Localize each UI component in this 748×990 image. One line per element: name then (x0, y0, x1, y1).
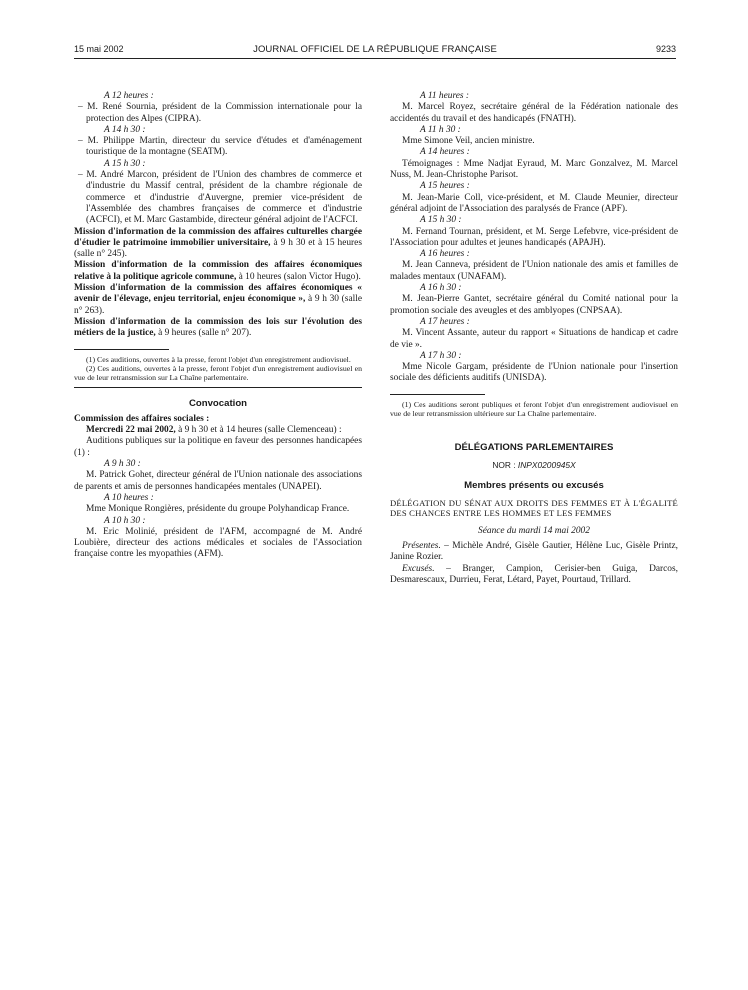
excused-members (390, 564, 678, 587)
time-label: A 15 heures : (420, 181, 470, 192)
hearing-entry: M. Jean-Pierre Gantet, secrétaire général du Comité national pour la promotion sociale des aveugles et des amblyopes (CNPSAA). (390, 294, 678, 316)
footnote-rule (390, 394, 485, 395)
session-date: Séance du mardi 14 mai 2002 (478, 525, 590, 536)
mission-entry (74, 227, 362, 261)
mission-entry (74, 283, 362, 317)
footnote: (2) Ces auditions, ouvertes à la presse, feront l'objet d'un enregistrement audiovisuel en vue de leur retransmission sur La Chaîne parlementaire. (74, 363, 362, 382)
page-number: 9233 (655, 44, 676, 54)
mission-schedule: à 10 heures (salon Victor Hugo). (236, 271, 361, 282)
commission-title: Commission des affaires sociales : (74, 413, 210, 424)
hearing-entry: – M. André Marcon, président de l'Union des chambres de commerce et d'industrie du Massif central, président de la chambre régionale de commerce et d'industrie d'Auvergne, premier vice-président de l'Assemblée des chambres françaises de commerce et d'industrie (ACFCI), et M. Marc Gastambide, directeur général adjoint de l'ACFCI. (78, 170, 362, 226)
hearing-entry: Mme Monique Rongières, présidente du groupe Polyhandicap France. (86, 504, 350, 515)
auditions-intro: Auditions publiques sur la politique en faveur des personnes handicapées (1) : (74, 436, 362, 458)
hearing-entry: – M. René Sournia, président de la Commission internationale pour la protection des Alpes (CIPRA). (78, 102, 362, 124)
hearing-entry: M. Eric Molinié, président de l'AFM, accompagné de M. André Loubière, directeur des actions médicales et sociales de l'Association française contre les myopathies (AFM). (74, 526, 362, 560)
left-column (74, 91, 362, 561)
mission-schedule: à 9 heures (salle n° 207). (155, 328, 252, 339)
mission-title: Mission d'information de la commission des affaires économiques relative à la politique agricole commune, (74, 260, 362, 282)
footnote: (1) Ces auditions, ouvertes à la presse, feront l'objet d'un enregistrement audiovisuel. (86, 354, 351, 364)
time-label: A 14 h 30 : (104, 124, 146, 135)
page-header (74, 44, 676, 58)
present-label: Présentes. (402, 540, 441, 551)
nor-code: INPX0200945X (517, 460, 576, 471)
excused-label: Excusés. (402, 563, 435, 574)
hearing-entry: M. Marcel Royez, secrétaire général de la Fédération nationale des accidentés du travail et des handicapés (FNATH). (390, 102, 678, 124)
mission-title: Mission d'information de la commission des affaires culturelles chargée d'étudier le patrimoine immobilier universitaire, (74, 226, 362, 248)
footnote-rule (74, 349, 169, 350)
hearing-entry: Témoignages : Mme Nadjat Eyraud, M. Marc Gonzalvez, M. Marcel Nuss, M. Jean-Christophe Parisot. (390, 158, 678, 181)
excused-list: – Branger, Campion, Cerisier-ben Guiga, Darcos, Desmarescaux, Durrieu, Ferat, Létard, Payet, Pourtaud, Trillard. (390, 563, 678, 585)
time-label: A 9 h 30 : (104, 459, 141, 470)
time-label: A 17 heures : (420, 316, 470, 327)
present-members (390, 541, 678, 564)
hearing-entry: M. Jean Canneva, président de l'Union nationale des amis et familles de malades mentaux (UNAFAM). (390, 260, 678, 282)
time-label: A 16 heures : (420, 249, 470, 260)
time-label: A 14 heures : (420, 147, 470, 158)
hearing-entry: M. Patrick Gohet, directeur général de l'Union nationale des associations de parents et amis de personnes handicapées mentales (UNAPEI). (74, 470, 362, 492)
meeting-date-bold: Mercredi 22 mai 2002, (86, 425, 176, 436)
time-label: A 17 h 30 : (420, 350, 462, 361)
header-title: JOURNAL OFFICIEL DE LA RÉPUBLIQUE FRANÇAISE (253, 44, 497, 55)
section-heading-convocation: Convocation (188, 397, 248, 409)
mission-schedule: à 9 h 30 (salle n° 263). (74, 294, 362, 316)
subheading-members: Membres présents ou excusés (464, 480, 604, 492)
time-label: A 11 heures : (420, 91, 470, 101)
mission-entry (74, 260, 362, 283)
section-rule (74, 387, 362, 388)
header-rule (74, 58, 676, 59)
meeting-date-rest: à 9 h 30 et à 14 heures (salle Clemenceau) : (175, 425, 342, 436)
hearing-entry: M. Jean-Marie Coll, vice-président, et M. Claude Meunier, directeur général adjoint de l'Association des paralysés de France (APF). (390, 192, 678, 214)
right-column (390, 91, 678, 586)
section-heading-delegations: DÉLÉGATIONS PARLEMENTAIRES (454, 441, 614, 453)
time-label: A 12 heures : (104, 91, 154, 101)
hearing-entry: – M. Philippe Martin, directeur du service d'études et d'aménagement touristique de la montagne (SEATM). (78, 136, 362, 158)
footnote: (1) Ces auditions seront publiques et feront l'objet d'un enregistrement audiovisuel en vue de leur retransmission ultérieure sur La Chaîne parlementaire. (390, 399, 678, 418)
mission-title: Mission d'information de la commission des affaires économiques « avenir de l'élevage, enjeu territorial, enjeu économique », (74, 283, 362, 305)
hearing-entry: Mme Nicole Gargam, présidente de l'Union nationale pour l'insertion sociale des déficients auditifs (UNISDA). (390, 362, 678, 384)
time-label: A 11 h 30 : (420, 124, 461, 135)
nor-label: NOR : (492, 460, 518, 471)
delegation-title: DÉLÉGATION DU SÉNAT AUX DROITS DES FEMMES ET À L'ÉGALITÉ DES CHANCES ENTRE LES HOMMES ET LES FEMMES (390, 497, 678, 519)
time-label: A 10 h 30 : (104, 515, 146, 526)
mission-entry (74, 317, 362, 340)
time-label: A 15 h 30 : (420, 215, 462, 226)
time-label: A 16 h 30 : (420, 283, 462, 294)
mission-schedule: à 9 h 30 et à 15 heures (salle n° 245). (74, 237, 362, 260)
hearing-entry: M. Fernand Tournan, président, et M. Serge Lefebvre, vice-président de l'Association pour adultes et jeunes handicapés (APAJH). (390, 226, 678, 248)
present-list: – Michèle André, Gisèle Gautier, Hélène Luc, Gisèle Printz, Janine Rozier. (390, 540, 678, 563)
time-label: A 10 heures : (104, 492, 154, 503)
time-label: A 15 h 30 : (104, 158, 146, 169)
hearing-entry: M. Vincent Assante, auteur du rapport « Situations de handicap et cadre de vie ». (390, 328, 678, 350)
mission-title: Mission d'information de la commission des lois sur l'évolution des métiers de la justice, (74, 316, 362, 339)
nor-reference (390, 460, 678, 471)
hearing-entry: Mme Simone Veil, ancien ministre. (402, 136, 535, 147)
meeting-date (74, 425, 362, 436)
header-date: 15 mai 2002 (74, 44, 124, 54)
